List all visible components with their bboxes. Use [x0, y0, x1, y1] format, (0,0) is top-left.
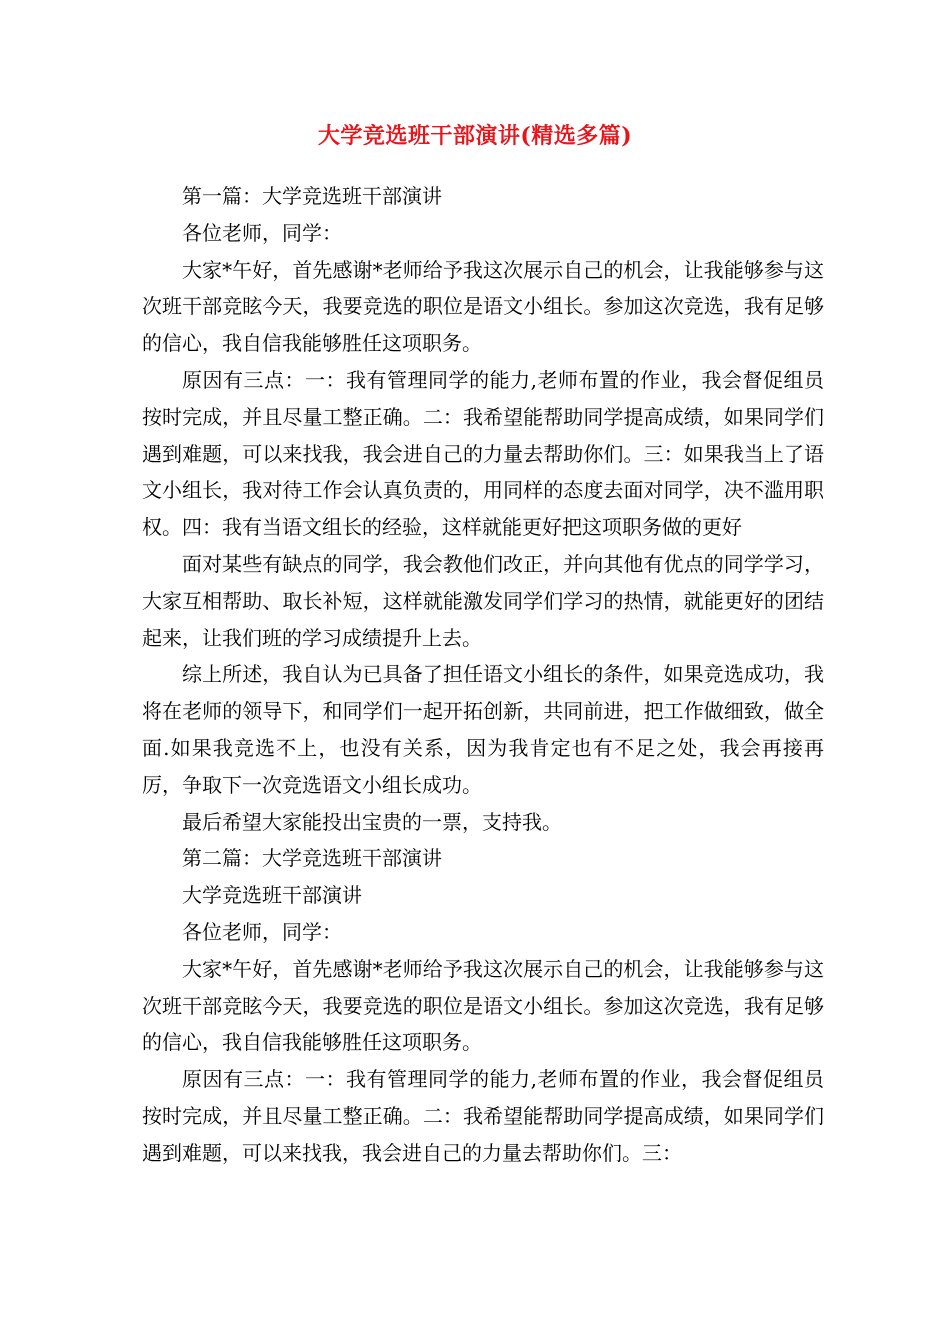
paragraph: 原因有三点：一：我有管理同学的能力,老师布置的作业，我会督促组员按时完成，并且尽量工整正确。二：我希望能帮助同学提高成绩，如果同学们遇到难题，可以来找我，我会进自己的力量去帮助你们。三： — [142, 1067, 824, 1165]
document-body — [142, 178, 824, 1172]
paragraph: 面对某些有缺点的同学，我会教他们改正，并向其他有优点的同学学习，大家互相帮助、取长补短，这样就能激发同学们学习的热情，就能更好的团结起来，让我们班的学习成绩提升上去。 — [142, 551, 824, 650]
subtitle: 大学竞选班干部演讲 — [182, 883, 362, 908]
paragraph: 最后希望大家能投出宝贵的一票，支持我。 — [182, 809, 562, 834]
paragraph: 原因有三点：一：我有管理同学的能力,老师布置的作业，我会督促组员按时完成，并且尽量工整正确。二：我希望能帮助同学提高成绩，如果同学们遇到难题，可以来找我，我会进自己的力量去帮助你们。三：如果我当上了语文小组长，我对待工作会认真负责的，用同样的态度去面对同学，决不滥用职权。四：我有当语文组长的经验，这样就能更好把这项职务做的更好 — [142, 367, 824, 540]
document-title: 大学竞选班干部演讲(精选多篇) — [317, 123, 633, 149]
section-heading-2: 第二篇：大学竞选班干部演讲 — [182, 846, 442, 871]
salutation: 各位老师，同学： — [182, 220, 342, 245]
paragraph: 大家*午好，首先感谢*老师给予我这次展示自己的机会，让我能够参与这次班干部竞眩今天，我要竞选的职位是语文小组长。参加这次竞选，我有足够的信心，我自信我能够胜任这项职务。 — [142, 257, 824, 356]
section-heading-1: 第一篇：大学竞选班干部演讲 — [182, 184, 442, 208]
paragraph: 综上所述，我自认为已具备了担任语文小组长的条件，如果竞选成功，我将在老师的领导下，和同学们一起开拓创新，共同前进，把工作做细致，做全面.如果我竞选不上，也没有关系，因为我肯定也有不足之处，我会再接再厉，争取下一次竞选语文小组长成功。 — [142, 662, 824, 797]
salutation: 各位老师，同学： — [182, 919, 342, 944]
paragraph: 大家*午好，首先感谢*老师给予我这次展示自己的机会，让我能够参与这次班干部竞眩今天，我要竞选的职位是语文小组长。参加这次竞选，我有足够的信心，我自信我能够胜任这项职务。 — [142, 956, 824, 1055]
